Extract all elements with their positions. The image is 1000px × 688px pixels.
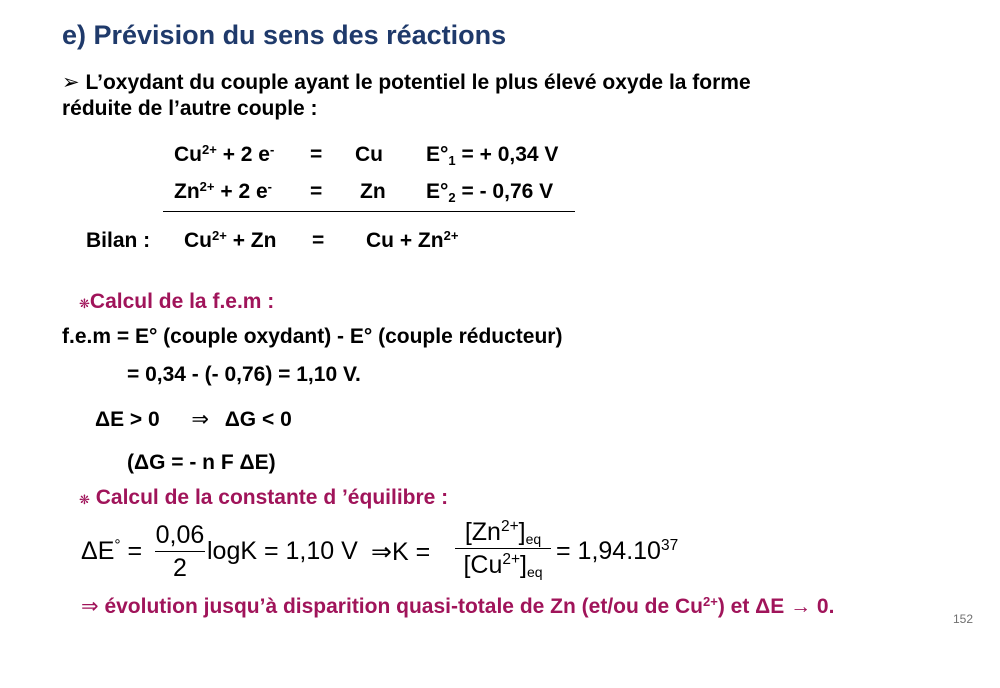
conclusion-text-1: évolution jusqu’à disparition quasi-totale de Zn (et/ou de Cu [104,595,703,618]
formula-implies-k: ⇒K = [371,538,431,566]
page-number: 152 [953,612,974,626]
bilan-label: Bilan : [86,229,151,252]
intro-line-1 [62,70,751,95]
k-num-charge: 2+ [500,518,519,536]
couple-1-charge: 2+ [202,141,217,157]
fraction-006-over-2 [155,521,205,582]
couple-1-left [174,143,274,167]
couple-2-metal: Zn [360,180,386,203]
couple-2-eminus: - [267,178,272,194]
bilan-right [366,229,458,253]
couple-1-electrons: + 2 e [222,143,270,166]
intro-text-1: L’oxydant du couple ayant le potentiel le plus élevé oxyde la forme [85,71,751,94]
bilan-right-products: Cu + Zn [366,229,444,252]
fem-line-2: = 0,34 - (- 0,76) = 1,10 V. [127,363,361,386]
bilan-right-charge: 2+ [443,227,459,243]
fem-line-1: f.e.m = E° (couple oxydant) - E° (couple réducteur) [62,325,563,348]
delta-e-line [95,407,292,432]
couple-1-potential [426,143,558,167]
couple-2-e0: E° [426,180,449,203]
k-den-eq-sub: eq [526,564,543,581]
delta-e: ΔE > 0 [95,408,160,431]
fraction-denominator: 2 [173,554,187,582]
conclusion [81,594,834,619]
sum-divider [163,211,575,212]
implies-icon: ⇒ [81,595,99,618]
conclusion-charge: 2+ [702,593,718,609]
couple-2-ion: Zn [174,180,200,203]
couple-1-value: = + 0,34 V [461,143,559,166]
couple-1-ion: Cu [174,143,202,166]
formula-equals: = [127,537,143,565]
k-den-charge: 2+ [502,551,521,569]
delta-g: ΔG < 0 [224,408,292,431]
fraction-bar [155,551,205,552]
formula-result-value: = 1,94.10 [556,537,661,565]
couple-1-eq: = [310,143,323,166]
couple-1-e0: E° [426,143,449,166]
fem-heading [79,290,274,314]
fraction-numerator: 0,06 [155,521,205,549]
intro-line-2: réduite de l’autre couple : [62,97,318,120]
couple-1-e0-sub: 1 [448,152,456,168]
couple-2-potential [426,180,553,204]
k-denominator: $[Cu^{2+}]_{eq}$ [463,551,543,581]
asterism-icon: ❋ [79,492,90,507]
couple-1-metal: Cu [355,143,383,166]
k-numerator: $[Zn^{2+}]_{eq}$ [464,518,542,548]
formula-result [556,537,678,566]
implies-icon: ⇒ [191,408,210,431]
couple-2-eq: = [310,180,323,203]
k-num-eq-sub: eq [525,531,542,548]
formula-log-k: logK = 1,10 V [207,537,358,565]
bilan-eq: = [312,229,325,252]
asterism-icon: ❋ [79,296,90,311]
couple-2-value: = - 0,76 V [461,180,554,203]
formula-exponent: 37 [660,537,679,555]
bilan-plus-zn: + Zn [232,229,277,252]
slide-title: e) Prévision du sens des réactions [62,20,507,50]
bilan-left [184,229,276,253]
formula-delta-e: ΔE [81,537,115,565]
conclusion-text-2: ) et ΔE → 0. [717,595,835,618]
bullet-icon: ➢ [62,71,80,94]
couple-1-eminus: - [269,141,275,157]
couple-2-left [174,180,272,204]
constant-heading [79,486,448,510]
gibbs-relation: (ΔG = - n F ΔE) [127,451,276,474]
k-fraction-bar [455,548,551,549]
fem-heading-text: Calcul de la f.e.m : [89,290,275,313]
formula-degree: ° [114,537,121,555]
bilan-left-charge: 2+ [212,227,227,243]
formula-lhs [81,537,142,566]
couple-2-e0-sub: 2 [448,189,456,205]
bilan-left-ion: Cu [184,229,212,252]
couple-2-charge: 2+ [199,178,215,194]
constant-heading-text: Calcul de la constante d ’équilibre : [95,486,449,509]
fraction-k-expression [455,518,551,579]
couple-2-electrons: + 2 e [220,180,268,203]
